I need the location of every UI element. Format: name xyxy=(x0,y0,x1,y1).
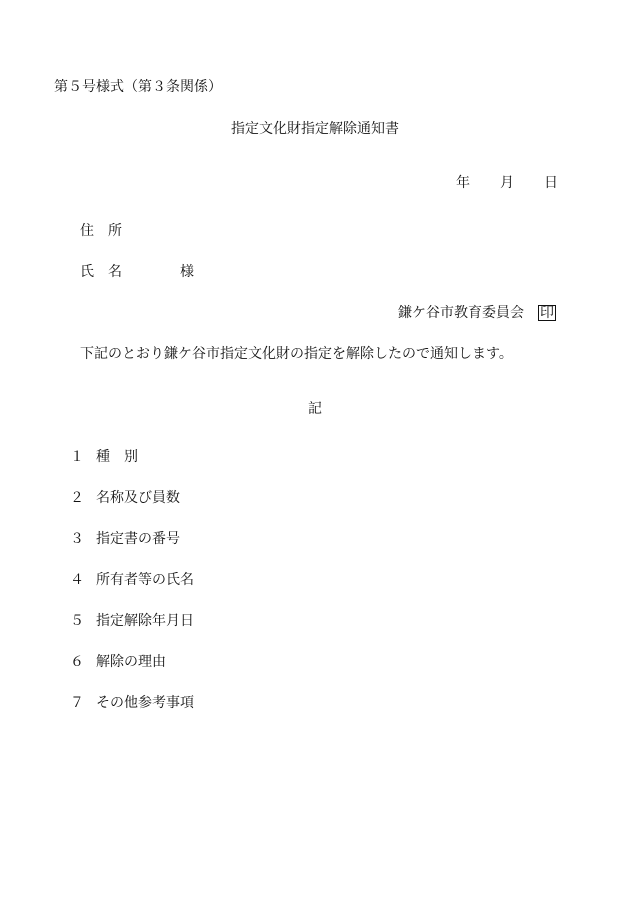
date-year-label: 年 xyxy=(456,175,470,191)
item-label: 指定書の番号 xyxy=(96,531,180,547)
date-line xyxy=(456,174,558,192)
item-number: １ xyxy=(70,449,84,465)
item-number: ３ xyxy=(70,531,84,547)
item-number: ５ xyxy=(70,613,84,629)
issuer-name: 鎌ケ谷市教育委員会 xyxy=(398,305,524,321)
item-number: ７ xyxy=(70,695,84,711)
date-month-label: 月 xyxy=(500,175,514,191)
list-item xyxy=(70,653,166,671)
seal-mark: 印 xyxy=(540,305,554,321)
item-number: ６ xyxy=(70,654,84,670)
item-label: 所有者等の氏名 xyxy=(96,572,194,588)
ki-heading: 記 xyxy=(308,401,322,417)
item-label: 解除の理由 xyxy=(96,654,166,670)
issuer-line xyxy=(398,304,556,322)
recipient-address-label: 住 所 xyxy=(80,223,122,239)
list-item xyxy=(70,694,194,712)
list-item xyxy=(70,448,138,466)
item-label: 種 別 xyxy=(96,449,138,465)
document-title: 指定文化財指定解除通知書 xyxy=(231,121,399,137)
form-number: 第５号様式（第３条関係） xyxy=(54,79,222,95)
list-item xyxy=(70,489,180,507)
list-item xyxy=(70,612,194,630)
body-text: 下記のとおり鎌ケ谷市指定文化財の指定を解除したので通知します。 xyxy=(80,346,513,362)
item-label: その他参考事項 xyxy=(96,695,194,711)
item-label: 名称及び員数 xyxy=(96,490,180,506)
date-day-label: 日 xyxy=(544,175,558,191)
item-number: ４ xyxy=(70,572,84,588)
list-item xyxy=(70,530,180,548)
item-label: 指定解除年月日 xyxy=(96,613,194,629)
recipient-name-line xyxy=(80,263,194,281)
list-item xyxy=(70,571,194,589)
recipient-name-label: 氏 名 xyxy=(80,264,122,280)
recipient-honorific: 様 xyxy=(180,264,194,280)
item-number: ２ xyxy=(70,490,84,506)
